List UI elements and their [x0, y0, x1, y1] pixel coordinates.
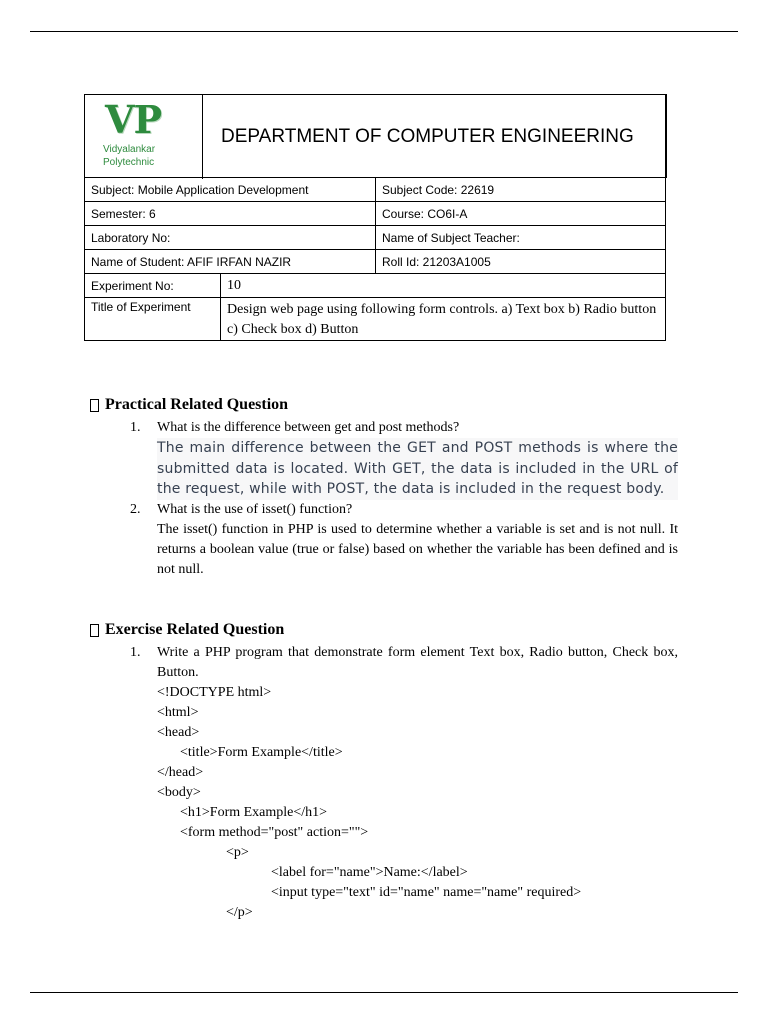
code-line: <p> [226, 845, 249, 860]
question-text: What is the use of isset() function? [157, 501, 353, 517]
list-item [130, 418, 678, 500]
code-line: <label for="name">Name:</label> [271, 865, 468, 880]
table-row [85, 202, 666, 226]
bottom-rule [30, 992, 738, 993]
code-line: <body> [157, 785, 201, 800]
checkbox-bullet-icon [90, 399, 99, 412]
code-line: <head> [157, 725, 200, 740]
experiment-no-value: 10 [221, 274, 666, 298]
roll-cell: Roll Id: 21203A1005 [376, 250, 666, 274]
table-row [85, 178, 666, 202]
logo-line-2: Polytechnic [103, 157, 155, 168]
code-listing [157, 683, 678, 923]
teacher-cell: Name of Subject Teacher: [376, 226, 666, 250]
semester-cell: Semester: 6 [85, 202, 376, 226]
list-item [130, 643, 678, 923]
practical-question-list [130, 418, 678, 580]
top-rule [30, 31, 738, 32]
lab-no-cell: Laboratory No: [85, 226, 376, 250]
experiment-title-label: Title of Experiment [85, 298, 221, 341]
exercise-heading-text: Exercise Related Question [105, 621, 285, 638]
code-line: <html> [157, 705, 199, 720]
code-line: <title>Form Example</title> [180, 745, 343, 760]
code-line: <form method="post" action=""> [180, 825, 369, 840]
question-number: 1. [130, 420, 141, 435]
answer-text: The main difference between the GET and POST methods is where the submitted data is located. With GET, the data is included in the URL of the request, while with POST, the data is included in the request body. [157, 438, 678, 500]
department-title: DEPARTMENT OF COMPUTER ENGINEERING [221, 126, 634, 147]
table-row [85, 250, 666, 274]
subject-code-cell: Subject Code: 22619 [376, 178, 666, 202]
experiment-info-table [84, 177, 666, 341]
code-line: <input type="text" id="name" name="name" required> [271, 885, 582, 900]
table-row [85, 226, 666, 250]
experiment-title-value: Design web page using following form controls. a) Text box b) Radio button c) Check box d) Button [221, 298, 666, 341]
practical-heading-text: Practical Related Question [105, 396, 289, 413]
logo-line-1: Vidyalankar [103, 144, 156, 155]
exercise-question-list [130, 643, 678, 923]
question-text: What is the difference between get and post methods? [157, 420, 460, 435]
question-text: Write a PHP program that demonstrate form element Text box, Radio button, Check box, Button. [157, 645, 678, 680]
logo [85, 95, 203, 179]
code-line: </head> [157, 765, 204, 780]
answer-text: The isset() function in PHP is used to determine whether a variable is set and is not null. It returns a boolean value (true or false) based on whether the variable has been defined and is not null. [157, 521, 678, 577]
subject-cell: Subject: Mobile Application Development [85, 178, 376, 202]
code-line: <h1>Form Example</h1> [180, 805, 328, 820]
checkbox-bullet-icon [90, 624, 99, 637]
code-line: <!DOCTYPE html> [157, 685, 272, 700]
logo-mark: VP [105, 97, 162, 142]
document-header [84, 94, 667, 178]
exercise-heading [90, 621, 284, 639]
table-row [85, 298, 666, 341]
list-item [130, 500, 678, 580]
student-cell: Name of Student: AFIF IRFAN NAZIR [85, 250, 376, 274]
question-number: 2. [130, 501, 141, 517]
course-cell: Course: CO6I-A [376, 202, 666, 226]
table-row [85, 274, 666, 298]
practical-heading [90, 396, 288, 414]
question-number: 1. [130, 645, 141, 660]
code-line: </p> [226, 905, 253, 920]
experiment-no-label: Experiment No: [85, 274, 221, 298]
